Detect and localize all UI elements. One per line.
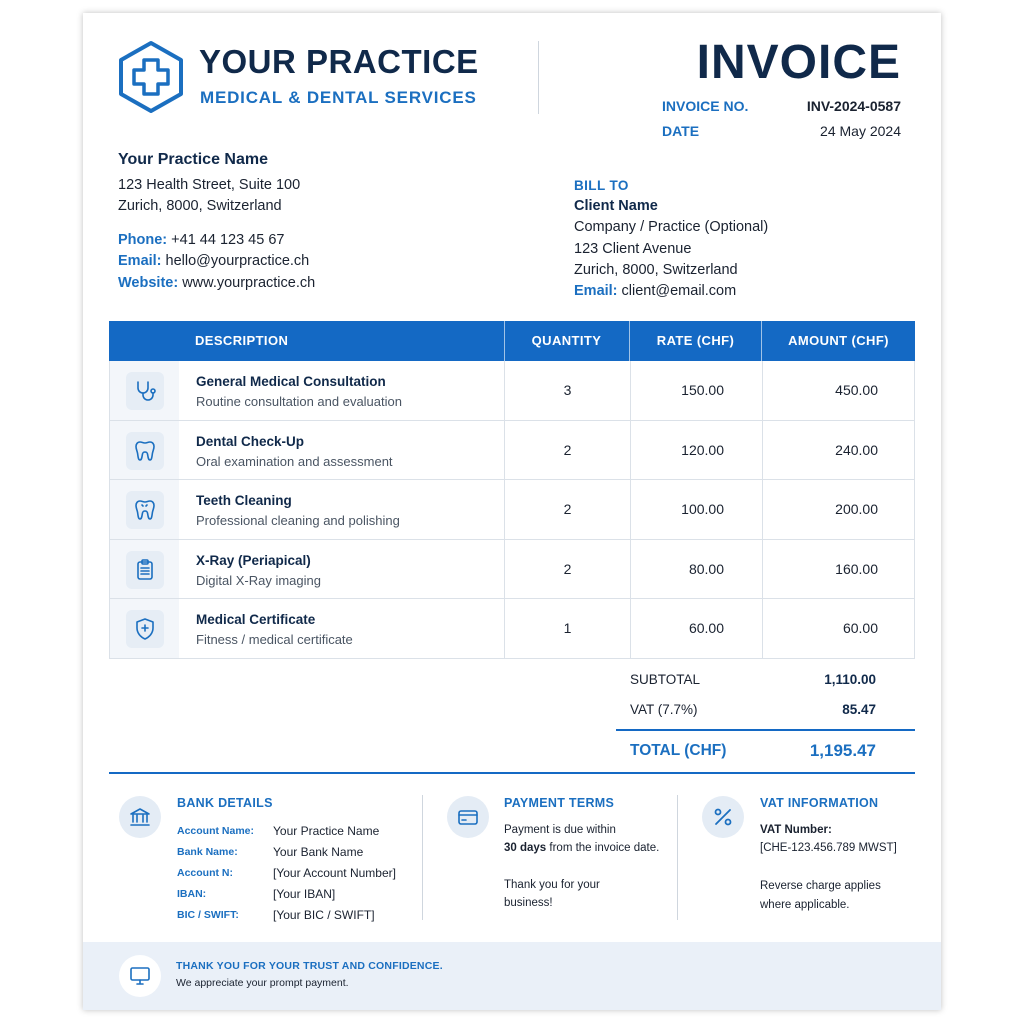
totals-divider xyxy=(616,729,915,731)
row-icon-box xyxy=(126,551,164,589)
monitor-icon xyxy=(128,964,152,988)
vat-note-line1: Reverse charge applies xyxy=(760,880,881,892)
item-subtitle: Digital X-Ray imaging xyxy=(196,572,321,588)
website-value: www.yourpractice.ch xyxy=(182,275,316,291)
payment-days: 30 days xyxy=(504,842,547,854)
table-row xyxy=(110,480,914,540)
bank-value: Your Practice Name xyxy=(273,824,380,838)
website-label: Website: xyxy=(118,275,179,291)
client-email-label: Email: xyxy=(574,283,618,299)
total-label: TOTAL (CHF) xyxy=(630,742,727,759)
phone-value: +41 44 123 45 67 xyxy=(171,232,285,248)
info-separator xyxy=(422,795,423,920)
card-icon-circle xyxy=(447,796,489,838)
stethoscope-icon xyxy=(133,379,157,403)
item-quantity: 2 xyxy=(563,501,572,518)
section-divider xyxy=(109,772,915,774)
bank-label: Account Name: xyxy=(177,825,255,837)
tooth-icon xyxy=(133,439,157,463)
bank-value: Your Bank Name xyxy=(273,845,364,859)
practice-phone xyxy=(118,232,284,248)
item-quantity: 2 xyxy=(563,441,572,458)
bank-label: IBAN: xyxy=(177,888,207,900)
monitor-icon-circle xyxy=(119,955,161,997)
bank-value: [Your IBAN] xyxy=(273,887,336,901)
email-value: hello@yourpractice.ch xyxy=(165,253,310,269)
total-value: 1,195.47 xyxy=(809,741,876,760)
card-icon xyxy=(456,805,480,829)
client-email-value: client@email.com xyxy=(621,283,737,299)
vat-number: [CHE-123.456.789 MWST] xyxy=(760,842,897,854)
header-rate: RATE (CHF) xyxy=(656,333,735,348)
item-amount: 200.00 xyxy=(835,501,878,518)
practice-website xyxy=(118,275,315,291)
vat-number-label xyxy=(760,824,832,836)
row-icon-box xyxy=(126,491,164,529)
brand-tagline: MEDICAL & DENTAL SERVICES xyxy=(200,88,477,107)
bank-value: [Your Account Number] xyxy=(273,866,396,880)
percent-icon xyxy=(711,805,735,829)
payment-terms-line1: Payment is due within xyxy=(504,824,616,836)
vat-info-title: VAT INFORMATION xyxy=(760,796,879,810)
invoice-number-label: INVOICE NO. xyxy=(662,98,749,114)
item-rate: 120.00 xyxy=(681,441,724,458)
header-description: DESCRIPTION xyxy=(195,333,289,348)
client-company: Company / Practice (Optional) xyxy=(574,219,769,235)
item-amount: 160.00 xyxy=(835,560,878,577)
item-title: Medical Certificate xyxy=(196,612,316,628)
bank-value: [Your BIC / SWIFT] xyxy=(273,908,375,922)
vat-value: 85.47 xyxy=(842,702,876,717)
shield-plus-icon xyxy=(133,617,157,641)
item-subtitle: Professional cleaning and polishing xyxy=(196,513,400,529)
footer-note: We appreciate your prompt payment. xyxy=(176,977,349,989)
table-row xyxy=(110,599,914,659)
item-quantity: 3 xyxy=(563,382,572,398)
practice-address-line1: 123 Health Street, Suite 100 xyxy=(118,177,301,193)
header-amount: AMOUNT (CHF) xyxy=(788,333,889,348)
footer-thanks: THANK YOU FOR YOUR TRUST AND CONFIDENCE. xyxy=(176,960,443,972)
item-amount: 60.00 xyxy=(842,620,878,637)
bank-label: BIC / SWIFT: xyxy=(177,909,239,921)
item-rate: 80.00 xyxy=(688,560,724,577)
client-email xyxy=(574,283,736,299)
percent-icon-circle xyxy=(702,796,744,838)
phone-label: Phone: xyxy=(118,232,168,248)
header-divider xyxy=(538,41,539,114)
row-icon-box xyxy=(126,432,164,470)
clipboard-icon xyxy=(133,558,157,582)
item-rate: 100.00 xyxy=(681,501,724,518)
item-subtitle: Oral examination and assessment xyxy=(196,453,393,469)
invoice-date: 24 May 2024 xyxy=(820,123,901,139)
header-quantity: QUANTITY xyxy=(531,333,602,348)
line-items-table xyxy=(109,321,915,659)
payment-terms-line2 xyxy=(504,842,659,854)
table-body xyxy=(109,361,915,659)
item-rate: 150.00 xyxy=(681,382,724,398)
invoice-page xyxy=(83,13,941,1010)
invoice-title: INVOICE xyxy=(696,36,901,89)
client-address-line2: Zurich, 8000, Switzerland xyxy=(574,262,738,278)
brand-name: YOUR PRACTICE xyxy=(199,43,479,80)
practice-address-line2: Zurich, 8000, Switzerland xyxy=(118,198,282,214)
client-name: Client Name xyxy=(574,198,658,214)
bank-label: Account N: xyxy=(177,867,233,879)
bill-to-label: BILL TO xyxy=(574,178,629,193)
vat-note-line2: where applicable. xyxy=(760,899,850,911)
item-rate: 60.00 xyxy=(688,620,724,637)
client-address-line1: 123 Client Avenue xyxy=(574,241,692,257)
tooth-sparkle-icon xyxy=(133,498,157,522)
practice-email xyxy=(118,253,309,269)
item-title: General Medical Consultation xyxy=(196,374,386,389)
payment-thanks-line2: business! xyxy=(504,897,553,909)
info-separator xyxy=(677,795,678,920)
row-icon-box xyxy=(126,610,164,648)
payment-terms-title: PAYMENT TERMS xyxy=(504,796,615,810)
item-amount: 450.00 xyxy=(835,382,878,398)
invoice-date-label: DATE xyxy=(662,123,700,139)
invoice-number: INV-2024-0587 xyxy=(806,98,901,114)
table-row xyxy=(110,540,914,600)
bank-icon-circle xyxy=(119,796,161,838)
table-header xyxy=(109,321,915,361)
bank-icon xyxy=(128,805,152,829)
item-title: X-Ray (Periapical) xyxy=(196,552,311,568)
subtotal-value: 1,110.00 xyxy=(824,672,876,687)
payment-thanks-line1: Thank you for your xyxy=(504,879,600,891)
item-quantity: 1 xyxy=(563,620,572,637)
table-row xyxy=(110,421,914,481)
item-amount: 240.00 xyxy=(835,441,878,458)
medical-cross-hexagon-icon xyxy=(118,40,184,114)
payment-days-rest: from the invoice date. xyxy=(546,842,660,854)
bank-details-title: BANK DETAILS xyxy=(177,796,273,810)
item-title: Dental Check-Up xyxy=(196,433,305,449)
email-label: Email: xyxy=(118,253,162,269)
footer xyxy=(83,942,941,1010)
item-subtitle: Routine consultation and evaluation xyxy=(196,394,402,409)
row-icon-box xyxy=(126,372,164,410)
vat-label: VAT (7.7%) xyxy=(630,702,698,717)
table-row xyxy=(110,361,914,421)
subtotal-label: SUBTOTAL xyxy=(630,672,701,687)
item-title: Teeth Cleaning xyxy=(196,493,292,509)
item-subtitle: Fitness / medical certificate xyxy=(196,632,353,648)
bank-label: Bank Name: xyxy=(177,846,238,858)
item-quantity: 2 xyxy=(563,560,572,577)
vat-number-label-text: VAT Number: xyxy=(760,824,832,836)
practice-name: Your Practice Name xyxy=(118,151,268,168)
